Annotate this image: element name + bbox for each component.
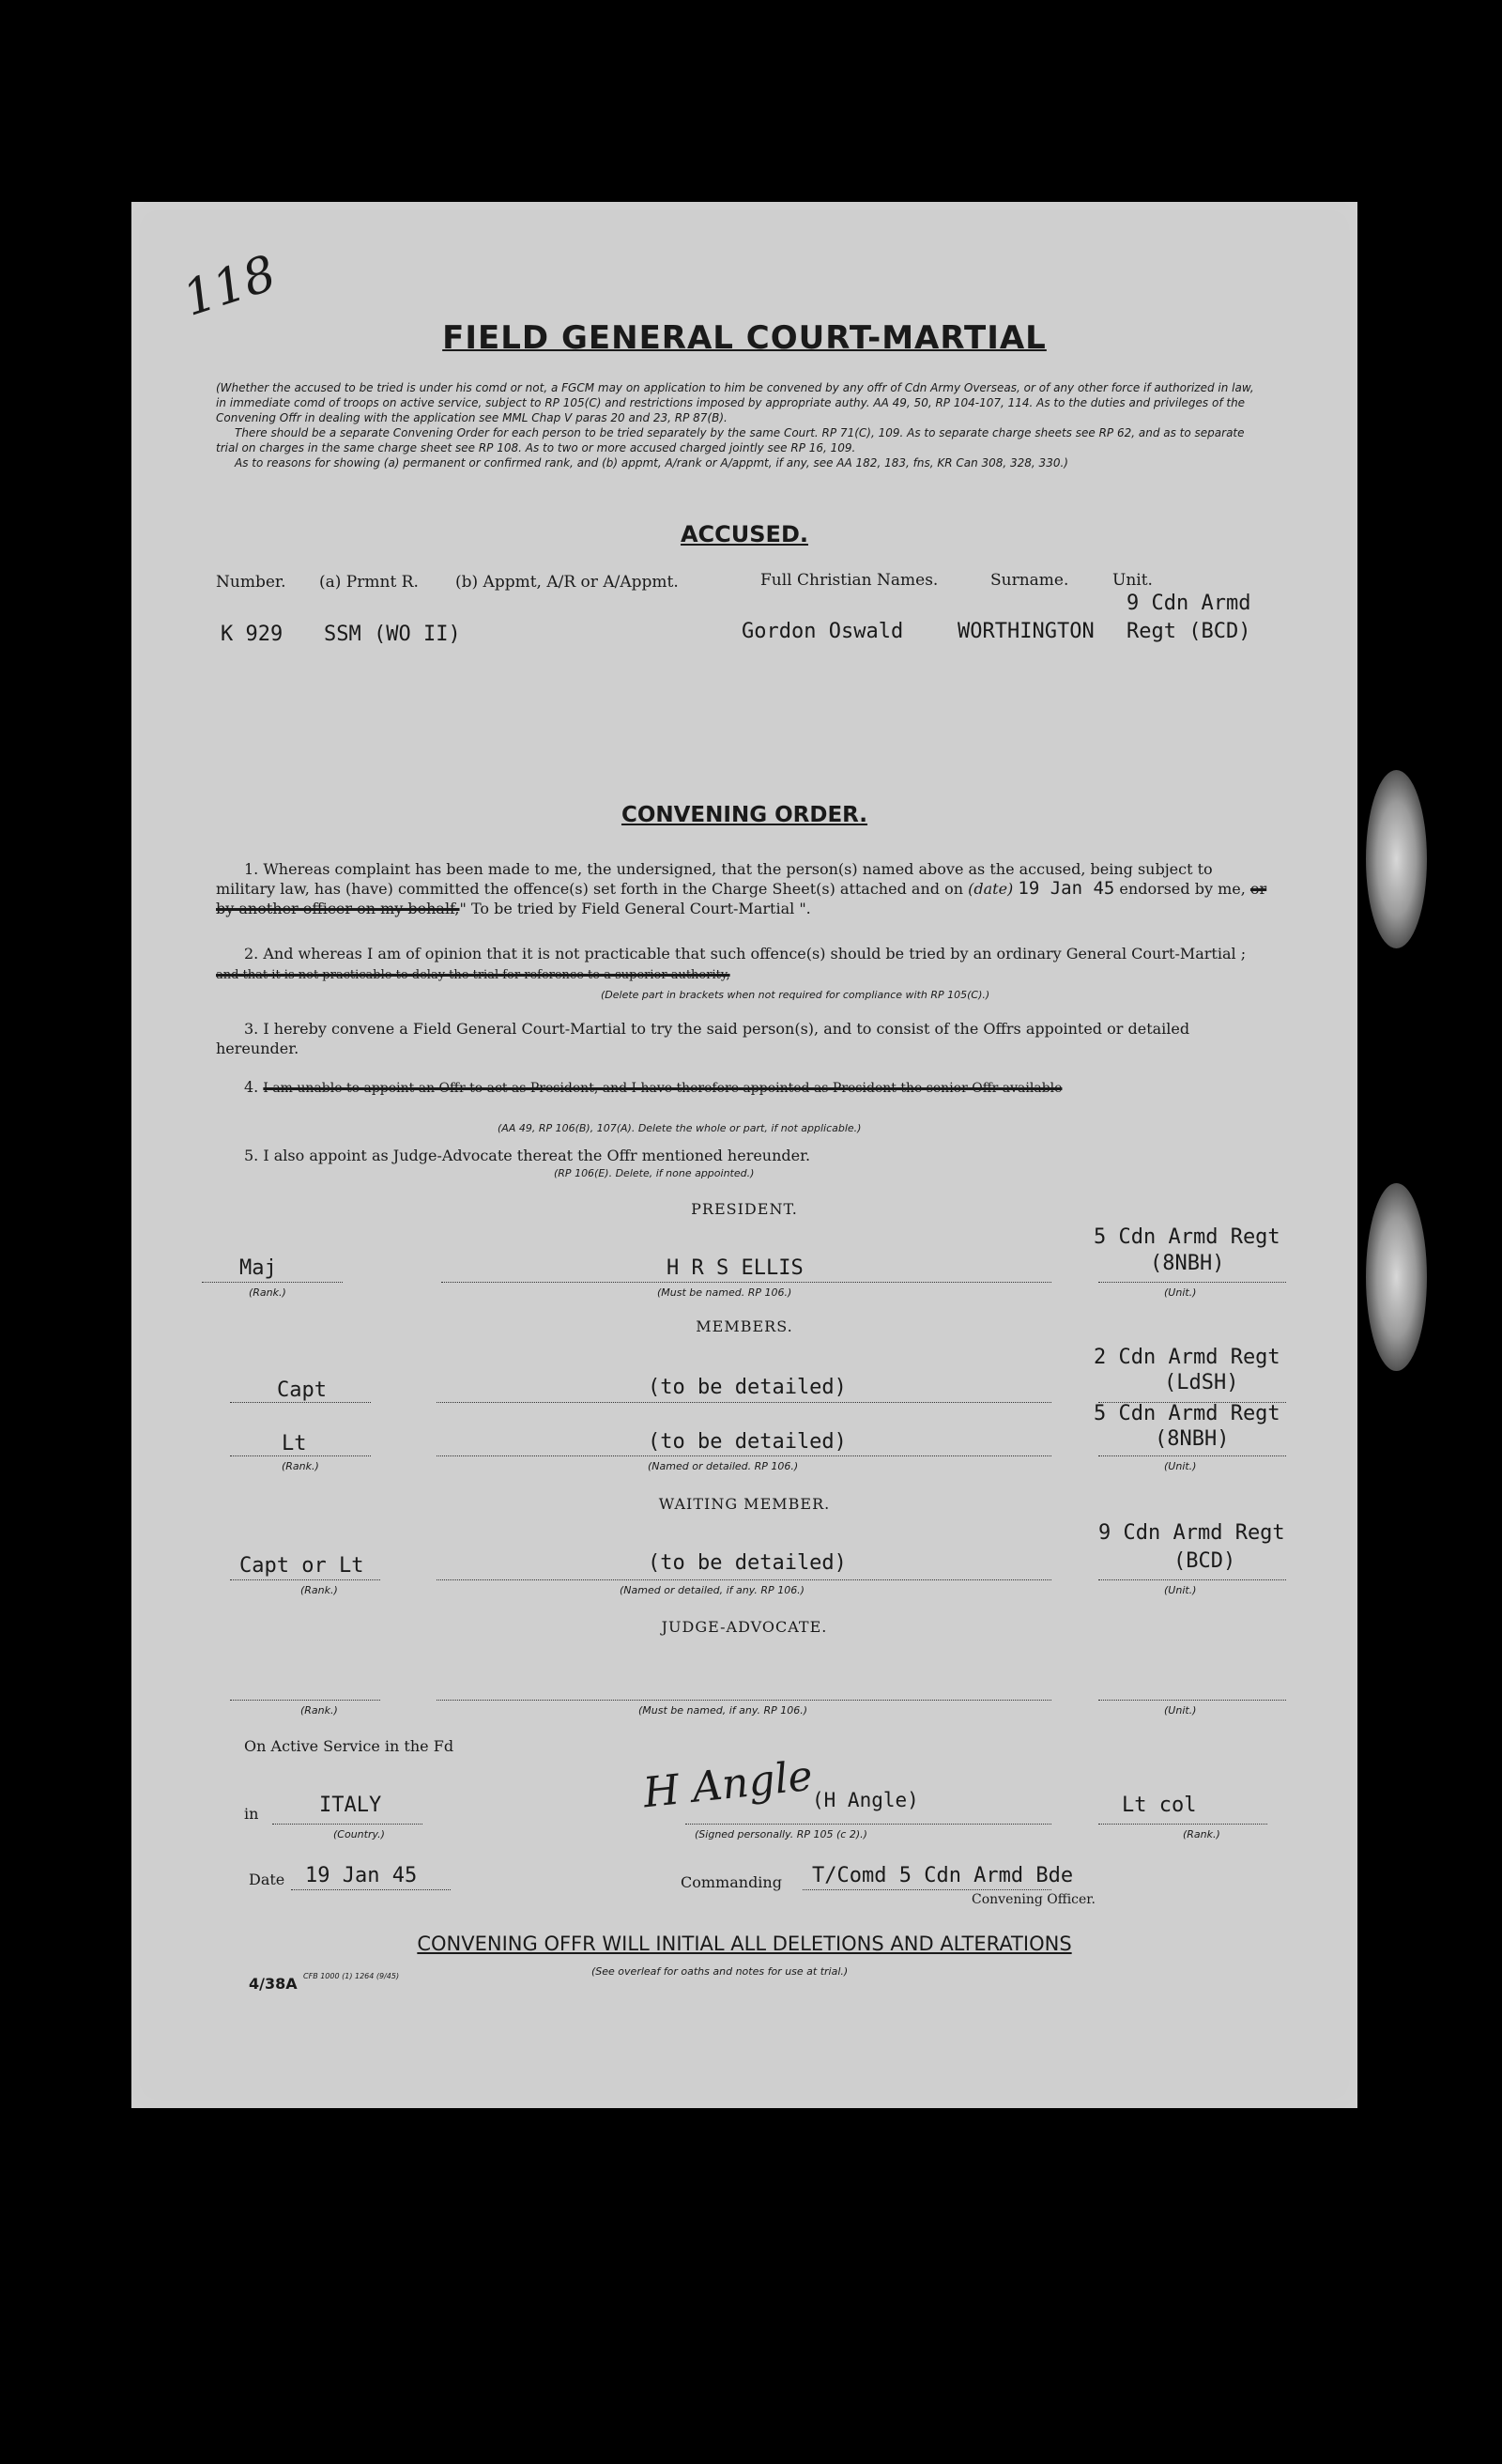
members-heading: MEMBERS. — [696, 1317, 793, 1335]
signed-label: (Signed personally. RP 105 (c 2).) — [695, 1828, 867, 1840]
president-unit-1: 5 Cdn Armd Regt — [1094, 1225, 1280, 1249]
member-2-name: (to be detailed) — [648, 1430, 847, 1454]
note-1: (Whether the accused to be tried is under his comd or not, a FGCM may on application to him be convened by any offr of Cdn Army Overseas, or of any other force if authorized in law, in immediate comd of troops on active service, subject to RP 105(C) and restrictions imposed by appropriate authy. AA 49, 50, RP 104-107, 114. As to the duties and privileges of the Convening Offr in dealing with the application see MML Chap V paras 20 and 23, RP 87(B). — [216, 381, 1254, 424]
paragraph-4: 4. I am unable to appoint an Offr to act as President, and I have therefore appointed as President the senior Offr available — [244, 1078, 1063, 1096]
order-date: 19 Jan 45 — [305, 1864, 418, 1887]
country: ITALY — [319, 1794, 382, 1817]
form-number: 4/38A — [249, 1975, 298, 1993]
member-1-name: (to be detailed) — [648, 1376, 847, 1399]
president-rank-label: (Rank.) — [249, 1286, 286, 1299]
form-title: FIELD GENERAL COURT-MARTIAL — [442, 319, 1047, 357]
president-unit-2: (8NBH) — [1150, 1252, 1225, 1275]
president-name: H R S ELLIS — [667, 1256, 804, 1280]
paragraph-5-note: (RP 106(E). Delete, if none appointed.) — [554, 1167, 755, 1179]
president-name-label: (Must be named. RP 106.) — [657, 1286, 792, 1299]
president-rank: Maj — [239, 1256, 277, 1280]
in-label: in — [244, 1805, 259, 1823]
accused-unit-2: Regt (BCD) — [1126, 620, 1251, 643]
col-rank: (a) Prmnt R. — [319, 573, 419, 592]
paragraph-3: 3. I hereby convene a Field General Court-Martial to try the said person(s), and to consist of the Offrs appointed or detailed hereunder. — [216, 1020, 1190, 1057]
members-name-label: (Named or detailed. RP 106.) — [648, 1460, 799, 1472]
accused-appmt: SSM (WO II) — [324, 623, 461, 646]
form-print-code: CFB 1000 (1) 1264 (9/45) — [303, 1972, 400, 1980]
accused-unit-1: 9 Cdn Armd — [1126, 592, 1251, 615]
overleaf-note: (See overleaf for oaths and notes for use at trial.) — [591, 1965, 849, 1978]
judge-unit-label: (Unit.) — [1164, 1704, 1197, 1717]
active-service: On Active Service in the Fd — [244, 1737, 454, 1755]
accused-surname: WORTHINGTON — [958, 620, 1095, 643]
signer-rank: Lt col — [1122, 1794, 1197, 1817]
judge-heading: JUDGE-ADVOCATE. — [661, 1618, 828, 1636]
form-page — [131, 202, 1357, 2108]
accused-number: K 929 — [221, 623, 284, 646]
waiting-unit-2: (BCD) — [1173, 1549, 1236, 1573]
convening-heading: CONVENING ORDER. — [621, 803, 868, 827]
member-2-rank: Lt — [282, 1432, 307, 1455]
member-1-rank: Capt — [277, 1378, 327, 1402]
member-1-unit-2: (LdSH) — [1164, 1371, 1239, 1394]
judge-rank-label: (Rank.) — [300, 1704, 338, 1717]
waiting-heading: WAITING MEMBER. — [658, 1495, 831, 1513]
waiting-rank-label: (Rank.) — [300, 1584, 338, 1596]
waiting-name-label: (Named or detailed, if any. RP 106.) — [620, 1584, 805, 1596]
command: T/Comd 5 Cdn Armd Bde — [812, 1864, 1074, 1887]
warning-banner: CONVENING OFFR WILL INITIAL ALL DELETIONS AND ALTERATIONS — [417, 1933, 1072, 1955]
paragraph-5: 5. I also appoint as Judge-Advocate thereat the Offr mentioned hereunder. — [244, 1147, 811, 1164]
members-unit-label: (Unit.) — [1164, 1460, 1197, 1472]
president-heading: PRESIDENT. — [691, 1200, 798, 1218]
waiting-rank: Capt or Lt — [239, 1554, 364, 1578]
commanding-label: Commanding — [681, 1873, 782, 1891]
signer-rank-label: (Rank.) — [1183, 1828, 1220, 1840]
country-label: (Country.) — [333, 1828, 385, 1840]
date-label: Date — [249, 1871, 285, 1888]
waiting-unit-label: (Unit.) — [1164, 1584, 1197, 1596]
paragraph-1: 1. Whereas complaint has been made to me, the undersigned, that the person(s) named above as the accused, being subject to military law, has (have) committed the offence(s) set forth in the Charge Sheet(s) attached and on (date) 19 Jan 45 endorsed by me, or by another officer on my behalf," To be tried by Field General Court-Martial ". — [216, 860, 1267, 917]
scan-glare — [1366, 770, 1427, 948]
waiting-unit-1: 9 Cdn Armd Regt — [1098, 1521, 1285, 1545]
col-unit: Unit. — [1112, 571, 1153, 590]
note-3: As to reasons for showing (a) permanent or confirmed rank, and (b) appmt, A/rank or A/appmt, if any, see AA 182, 183, fns, KR Can 308, 328, 330.) — [235, 456, 1068, 470]
waiting-name: (to be detailed) — [648, 1551, 847, 1575]
col-number: Number. — [216, 573, 286, 592]
judge-name-label: (Must be named, if any. RP 106.) — [638, 1704, 808, 1717]
member-2-unit-1: 5 Cdn Armd Regt — [1094, 1402, 1280, 1425]
accused-names: Gordon Oswald — [742, 620, 904, 643]
accused-heading: ACCUSED. — [680, 521, 808, 547]
convening-officer-label: Convening Officer. — [972, 1892, 1096, 1907]
col-surname: Surname. — [990, 571, 1069, 590]
handwritten-mark: 118 — [176, 245, 284, 328]
member-2-unit-2: (8NBH) — [1155, 1427, 1230, 1451]
signed-name: (H Angle) — [812, 1789, 919, 1811]
col-names: Full Christian Names. — [760, 571, 939, 590]
col-appmt: (b) Appmt, A/R or A/Appmt. — [455, 573, 679, 592]
signature: H Angle — [640, 1751, 815, 1818]
president-unit-label: (Unit.) — [1164, 1286, 1197, 1299]
member-1-unit-1: 2 Cdn Armd Regt — [1094, 1346, 1280, 1369]
members-rank-label: (Rank.) — [282, 1460, 319, 1472]
note-2: There should be a separate Convening Order for each person to be tried separately by the same Court. RP 71(C), 109. As to separate charge sheets see RP 62, and as to separate trial on charges in the same charge sheet see RP 108. As to two or more accused charged jointly see RP 16, 109. — [216, 426, 1245, 454]
paragraph-2-note: (Delete part in brackets when not required for compliance with RP 105(C).) — [601, 989, 990, 1001]
scan-glare — [1366, 1183, 1427, 1371]
paragraph-4-note: (AA 49, RP 106(B), 107(A). Delete the whole or part, if not applicable.) — [498, 1122, 862, 1134]
paragraph-2: 2. And whereas I am of opinion that it is not practicable that such offence(s) should be tried by an ordinary General Court-Martial ; and that it is not practicable to delay the trial for reference to a superior authority, — [216, 945, 1247, 982]
form-notes — [216, 380, 1267, 470]
